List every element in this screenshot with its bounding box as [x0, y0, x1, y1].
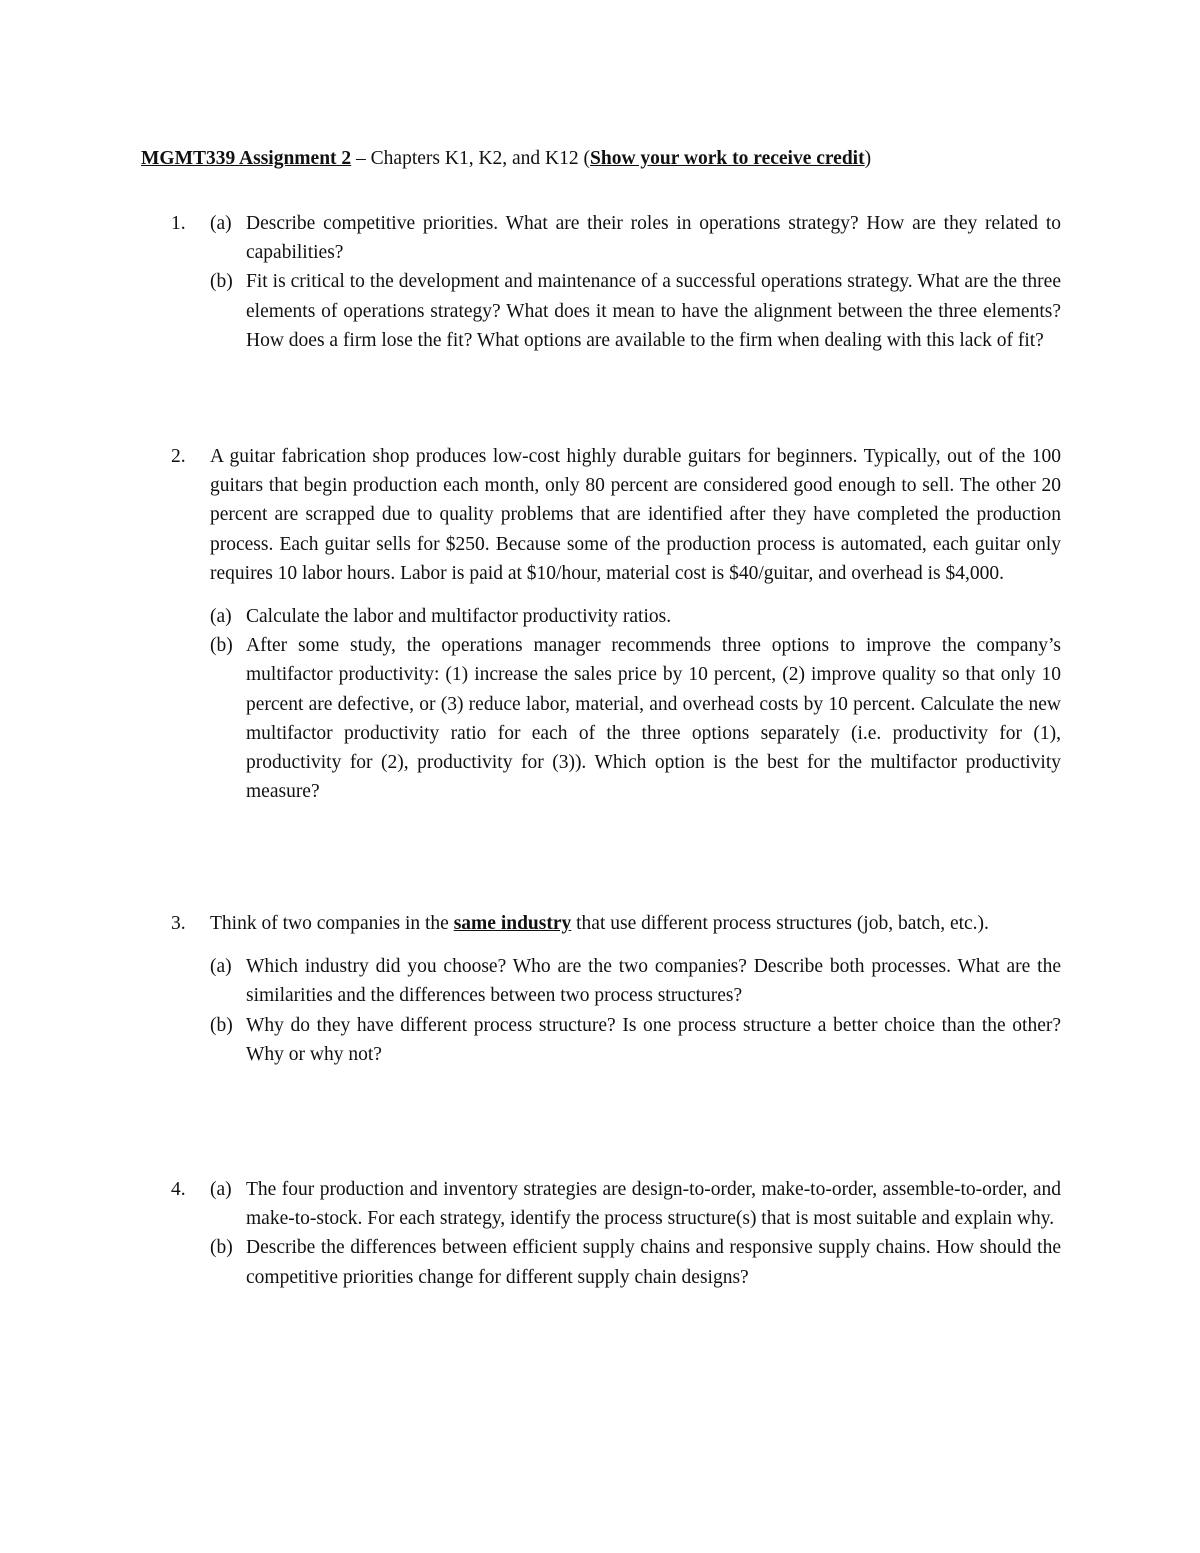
chapters-text: – Chapters K1, K2, and K12 ( [351, 148, 591, 169]
question-number: 3. [171, 913, 186, 934]
question-part [210, 1175, 1061, 1233]
part-label: (a) [210, 956, 232, 978]
question-body [210, 1175, 1061, 1292]
part-text: Describe the differences between efficient supply chains and responsive supply chains. How should the competitive priorities change for different supply chain designs? [246, 1237, 1061, 1288]
question-4 [171, 1175, 1061, 1292]
question-body [210, 442, 1061, 806]
part-text: Describe competitive priorities. What are their roles in operations strategy? How are they related to capabilities? [246, 213, 1061, 264]
part-text: Which industry did you choose? Who are the two companies? Describe both processes. What are the similarities and the differences between two process structures? [246, 956, 1061, 1007]
part-label: (b) [210, 271, 233, 293]
header-close-paren: ) [864, 148, 872, 169]
question-number: 2. [171, 446, 186, 467]
intro-text: that use different process structures (job, batch, etc.). [571, 913, 989, 934]
question-part [210, 602, 1061, 631]
part-label: (a) [210, 606, 232, 628]
question-part [210, 209, 1061, 267]
question-part [210, 1233, 1061, 1291]
part-label: (b) [210, 1014, 233, 1036]
part-label: (a) [210, 213, 232, 234]
question-part [210, 267, 1061, 355]
part-label: (b) [210, 1237, 233, 1259]
part-text: The four production and inventory strategies are design-to-order, make-to-order, assemble-to-order, and make-to-stock. For each strategy, identify the process structure(s) that is most suitable and explain why. [246, 1179, 1061, 1230]
question-intro [210, 909, 1061, 938]
question-3 [171, 909, 1061, 1069]
question-number: 1. [171, 213, 186, 234]
question-body [210, 909, 1061, 1069]
course-title: MGMT339 Assignment 2 [141, 148, 352, 169]
question-part [210, 952, 1061, 1010]
question-part [210, 1011, 1061, 1069]
part-text: Fit is critical to the development and maintenance of a successful operations strategy. What are the three elements of operations strategy? What does it mean to have the alignment between the three elements? How does a firm lose the fit? What options are available to the firm when dealing with this lack of fit? [246, 271, 1061, 351]
part-text: Why do they have different process structure? Is one process structure a better choice than the other? Why or why not? [246, 1014, 1061, 1065]
question-2 [171, 442, 1061, 806]
question-1 [171, 209, 1061, 355]
question-part [210, 631, 1061, 806]
intro-text: Think of two companies in the [210, 913, 454, 934]
part-text: After some study, the operations manager recommends three options to improve the company’s multifactor productivity: (1) increase the sales price by 10 percent, (2) improve quality so that only 10 percent are defective, or (3) reduce labor, material, and overhead costs by 10 percent. Calculate the new multifactor productivity ratio for each of the three options separately (i.e. productivity for (1), productivity for (2), productivity for (3)). Which option is the best for the multifactor productivity measure? [246, 635, 1061, 803]
assignment-header [141, 145, 1061, 173]
emphasis-same-industry: same industry [453, 913, 572, 934]
question-body [210, 209, 1061, 355]
paragraph-gap [210, 938, 1061, 952]
question-number: 4. [171, 1179, 186, 1200]
question-intro: A guitar fabrication shop produces low-cost highly durable guitars for beginners. Typically, out of the 100 guitars that begin production each month, only 80 percent are considered good enough to sell. The other 20 percent are scrapped due to quality problems that are identified after they have completed the production process. Each guitar sells for $250. Because some of the production process is automated, each guitar only requires 10 labor hours. Labor is paid at $10/hour, material cost is $40/guitar, and overhead is $4,000. [210, 446, 1061, 584]
part-label: (b) [210, 635, 233, 657]
part-text: Calculate the labor and multifactor productivity ratios. [246, 606, 672, 628]
credit-instruction: Show your work to receive credit [590, 148, 865, 169]
part-label: (a) [210, 1179, 232, 1200]
paragraph-gap [210, 588, 1061, 602]
